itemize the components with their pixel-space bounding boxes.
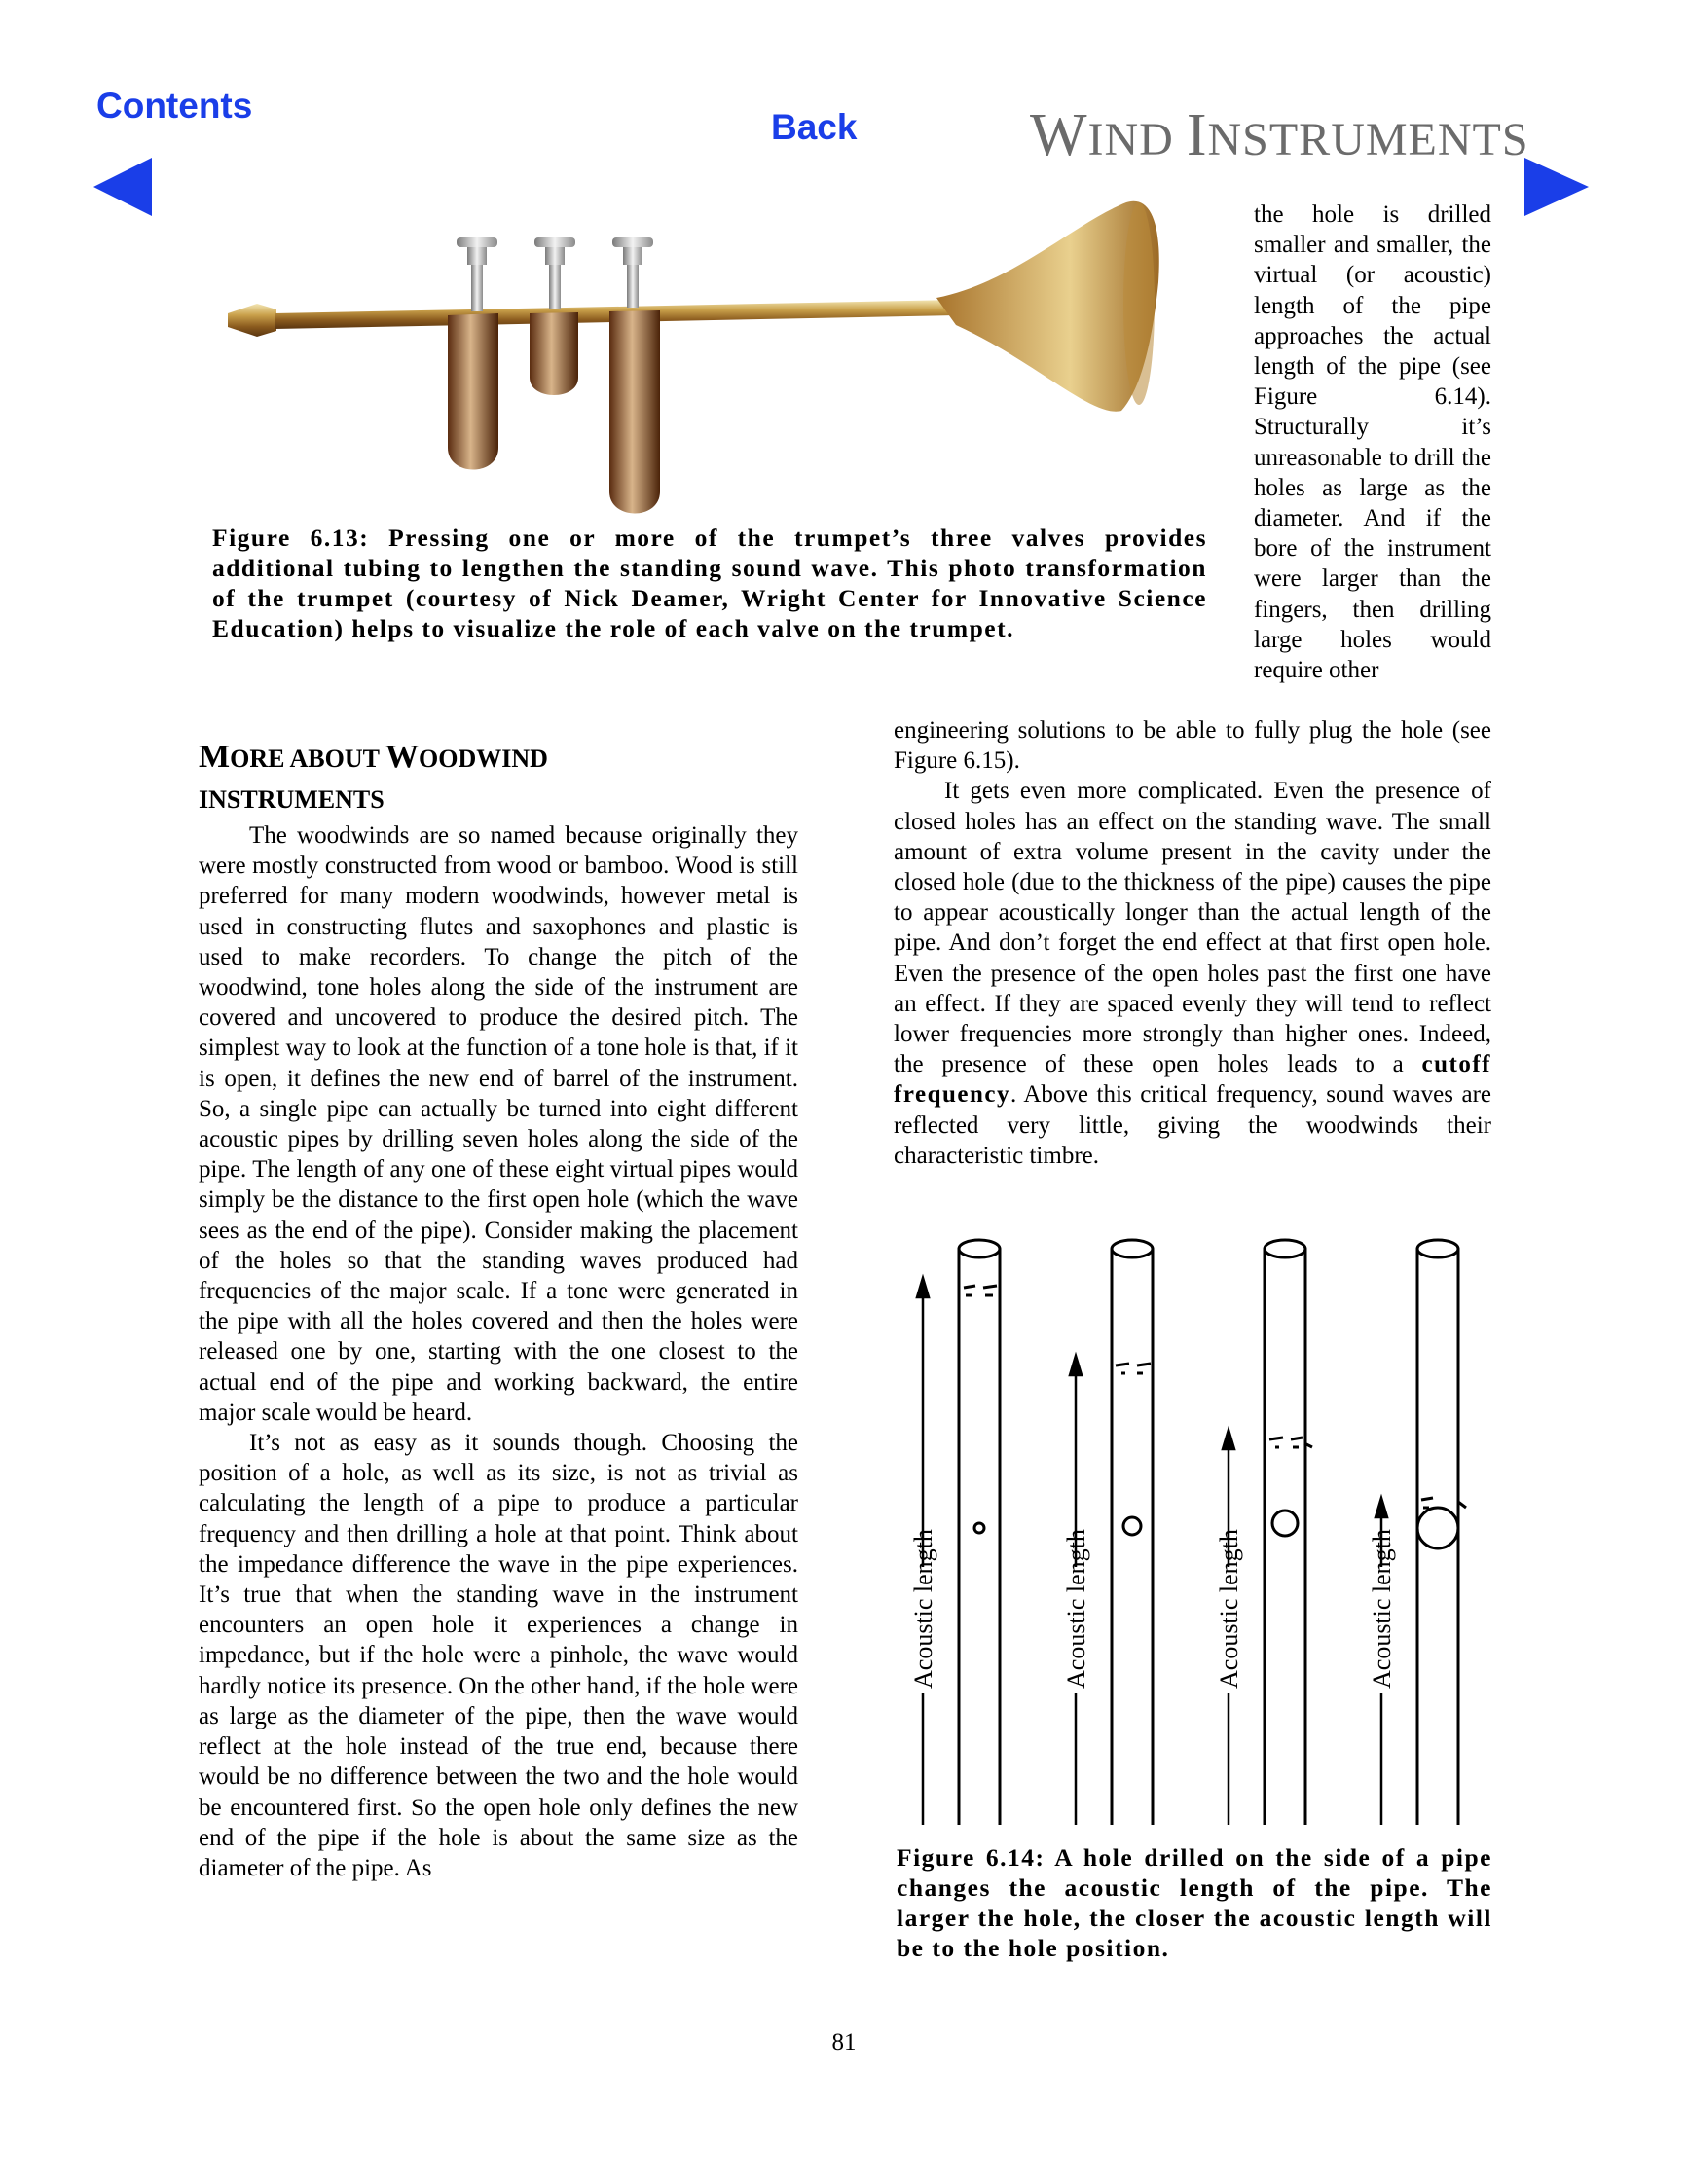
running-head-part: W [1030,102,1088,168]
running-head-part: IND [1087,114,1187,165]
left-column-text [199,820,798,1883]
acoustic-length-label: Acoustic length [1062,1529,1090,1689]
acoustic-length-label: Acoustic length [1215,1529,1243,1689]
figure-6-14-diagram [896,1231,1499,1835]
section-heading [199,738,548,819]
page-number: 81 [831,2029,857,2056]
right-column-text [894,715,1491,1171]
paragraph: The woodwinds are so named because originally they were mostly constructed from wood or bamboo. Wood is still preferred for many modern woodwinds, however metal is used in constructing flutes and saxophones and plastic is used to make recorders. To change the pitch of the woodwind, tone holes along the side of the instrument are covered and uncovered to produce the desired pitch. The simplest way to look at the function of a tone hole is that, if it is open, it defines the new end of barrel of the instrument. So, a single pipe can actually be turned into eight different acoustic pipes by drilling seven holes along the side of the pipe. The length of any one of these eight virtual pipes would simply be the distance to the first open hole (which the wave sees as the end of the pipe). Consider making the placement of the holes so that the standing waves produced had frequencies of the major scale. If a tone were generated in the pipe with all the holes covered and then the holes were released one by one, starting with the one closest to the actual end of the pipe and working backward, the entire major scale would be heard. [199,822,798,1426]
running-head-part: I [1186,102,1208,168]
contents-link[interactable]: Contents [96,86,253,126]
right-column-top-text [1254,200,1491,685]
running-head [1030,101,1529,170]
paragraph: the hole is drilled smaller and smaller, the virtual (or acoustic) length of the pipe approaches the actual length of the pipe (see Figure 6.14). Structurally it’s unreasonable to drill the holes as large as the diameter. And if the bore of the instrument were larger than the fingers, then drilling large holes would require other [1254,201,1491,684]
figure-6-13-caption: Figure 6.13: Pressing one or more of the trumpet’s three valves provides additional tubing to lengthen the standing sound wave. This photo transformation of the trumpet (courtesy of Nick Deamer, Wright Center for Innovative Science Education) helps to visualize the role of each valve on the trumpet. [212,524,1207,642]
text-run: It gets even more complicated. Even the presence of closed holes has an effect on the standing wave. The small amount of extra volume present in the cavity under the closed hole (due to the thickness of the pipe) causes the pipe to appear acoustically longer than the actual length of the pipe. And don’t forget the end effect at that first open hole. Even the presence of the open holes past the first one have an effect. If they are spaced evenly they will tend to reflect lower frequencies more strongly than higher ones. Indeed, the presence of these open holes leads to a [894,778,1491,1078]
heading-part: W [385,739,419,775]
trumpet-photo [216,195,1209,521]
heading-part: OODWIND [419,745,548,773]
right-arrow-icon[interactable] [1524,158,1589,216]
running-head-part: NSTRUMENTS [1207,114,1529,165]
heading-part: ORE ABOUT [230,745,385,773]
key-term: cutoff frequency [894,1051,1491,1109]
paragraph [894,776,1491,1171]
figure-6-14-caption: Figure 6.14: A hole drilled on the side of a pipe changes the acoustic length of the pipe. The larger the hole, the closer the acoustic length will be to the hole position. [897,1843,1492,1962]
text-run: . Above this critical frequency, sound waves are reflected very little, giving the woodwinds their characteristic timbre. [894,1081,1491,1169]
left-arrow-icon[interactable] [93,158,152,216]
back-link[interactable]: Back [771,107,858,147]
acoustic-length-label: Acoustic length [909,1529,937,1689]
paragraph: It’s not as easy as it sounds though. Choosing the position of a hole, as well as its size, is not as trivial as calculating the length of a pipe to produce a particular frequency and then drilling a hole at that point. Think about the impedance difference the wave in the pipe experiences. It’s true that when the standing wave in the instrument encounters an open hole it experiences a change in impedance, but if the hole were a pinhole, the wave would hardly notice its presence. On the other hand, if the hole were as large as the diameter of the pipe, then the wave would reflect at the hole instead of the true end, because there would be no difference between the two and the hole would be encountered first. So the open hole only defines the new end of the pipe if the hole is about the same size as the diameter of the pipe. As [199,1430,798,1881]
paragraph: engineering solutions to be able to fully plug the hole (see Figure 6.15). [894,717,1491,775]
heading-part: M [199,739,231,775]
heading-part: INSTRUMENTS [199,785,385,814]
acoustic-length-label: Acoustic length [1368,1529,1396,1689]
